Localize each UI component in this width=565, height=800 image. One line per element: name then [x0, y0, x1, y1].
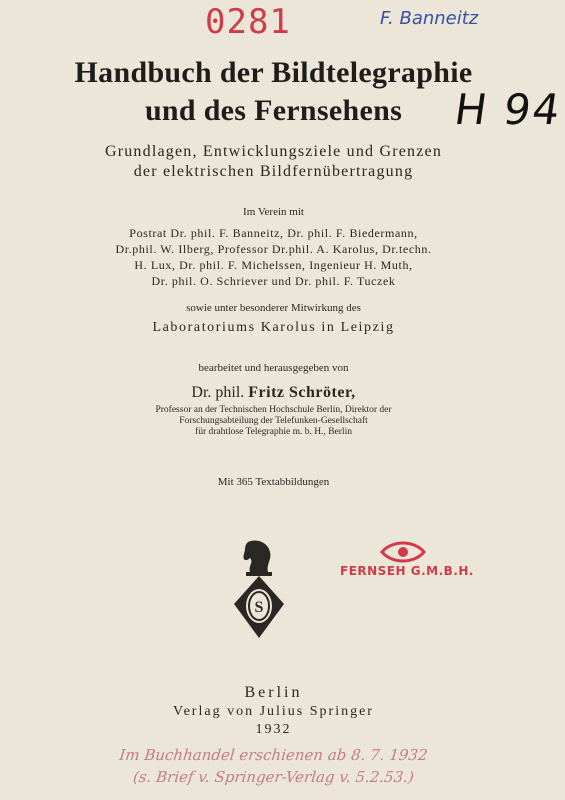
handwritten-note-line1: Im Buchhandel erschienen ab 8. 7. 1932	[118, 746, 429, 764]
editor-intro: bearbeitet und herausgegeben von	[198, 362, 349, 374]
collaborator-line: Dr.phil. W. Ilberg, Professor Dr.phil. A. Karolus, Dr.techn.	[115, 242, 432, 256]
book-title-line2: und des Fernsehens	[144, 94, 403, 127]
subtitle-line1: Grundlagen, Entwicklungsziele und Grenzen	[104, 143, 443, 160]
laboratory-name: Laboratoriums Karolus in Leipzig	[152, 320, 395, 335]
collaborator-line: Postrat Dr. phil. F. Banneitz, Dr. phil. F. Biedermann,	[129, 226, 418, 240]
publisher-name: Verlag von Julius Springer	[173, 704, 374, 719]
publisher-city: Berlin	[244, 684, 303, 701]
svg-text:S: S	[254, 599, 264, 616]
shelf-mark-handwritten: H 94	[451, 85, 565, 134]
editor-affiliation-line: für drahtlose Telegraphie m. b. H., Berlin	[195, 427, 352, 437]
illustrations-note: Mit 365 Textabbildungen	[217, 476, 330, 488]
editor-affiliation-line: Forschungsabteilung der Telefunken-Gesellschaft	[179, 416, 368, 426]
company-stamp-text: FERNSEH G.M.B.H.	[340, 564, 474, 578]
collaborators-intro: Im Verein mit	[243, 206, 304, 218]
editor-prefix: Dr. phil.	[191, 384, 245, 401]
collaborator-line: H. Lux, Dr. phil. F. Michelssen, Ingenieur H. Muth,	[134, 258, 413, 272]
company-stamp	[340, 540, 474, 578]
editor-line	[0, 384, 547, 402]
publication-year: 1932	[255, 722, 292, 737]
editor-name: Fritz Schröter,	[248, 384, 356, 401]
owner-signature: F. Banneitz	[380, 8, 479, 29]
collaborator-line: Dr. phil. O. Schriever und Dr. phil. F. Tuczek	[151, 274, 396, 288]
eye-icon	[380, 540, 426, 564]
book-title-line1: Handbuch der Bildtelegraphie	[74, 56, 473, 89]
laboratory-intro: sowie unter besonderer Mitwirkung des	[186, 302, 361, 314]
editor-affiliation-line: Professor an der Technischen Hochschule Berlin, Direktor der	[155, 405, 392, 415]
subtitle-line2: der elektrischen Bildfernübertragung	[133, 163, 414, 180]
springer-chess-knight-logo	[228, 538, 290, 645]
handwritten-note-line2: (s. Brief v. Springer-Verlag v. 5.2.53.)	[132, 768, 415, 786]
inventory-number-stamp: 0281	[205, 2, 291, 42]
